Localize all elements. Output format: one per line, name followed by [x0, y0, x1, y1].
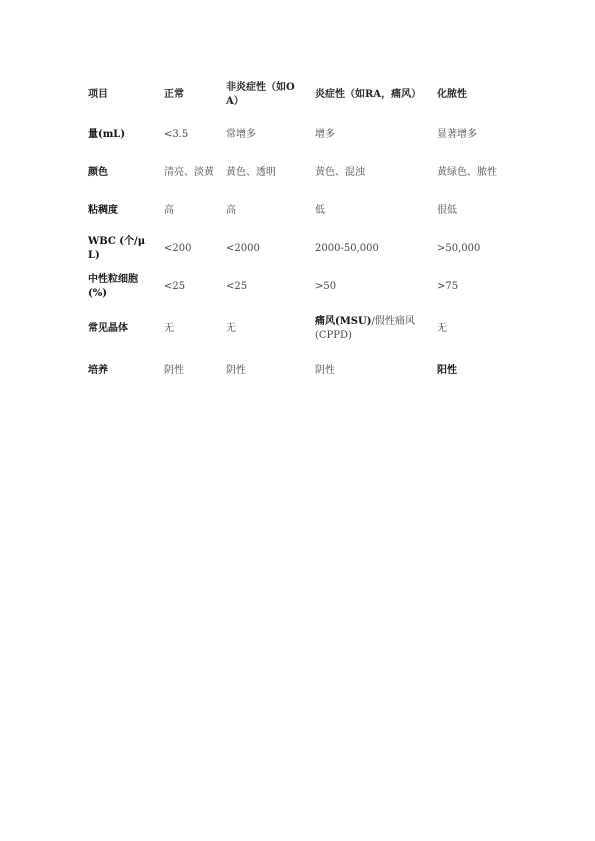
row-label: 颜色	[88, 167, 108, 178]
table-row	[82, 154, 522, 192]
table-row	[82, 306, 522, 352]
table-row	[82, 268, 522, 306]
row-label: WBC (个/μL)	[88, 236, 146, 261]
table-cell: <200	[164, 243, 192, 254]
crystal-gout-text: 痛风(MSU)	[315, 316, 372, 327]
table-cell: 黄色、透明	[226, 167, 276, 178]
table-row	[82, 116, 522, 154]
header-cell-normal: 正常	[164, 89, 184, 100]
table-cell: 2000-50,000	[315, 243, 379, 254]
table-cell: 显著增多	[437, 129, 477, 140]
table-cell: >75	[437, 281, 459, 292]
table-cell: >50	[315, 281, 337, 292]
crystal-pseudogout-text: /假性痛风(CPPD)	[315, 316, 415, 341]
header-cell-item: 项目	[88, 89, 108, 100]
header-cell-septic: 化脓性	[437, 89, 467, 100]
row-label: 中性粒细胞(%)	[88, 274, 138, 299]
table-cell: 高	[164, 205, 174, 216]
table-cell: 黄绿色、脓性	[437, 167, 497, 178]
row-label: 培养	[88, 365, 108, 376]
header-cell-noninflammatory: 非炎症性（如OA）	[226, 82, 295, 107]
table-row	[82, 352, 522, 390]
table-cell: 高	[226, 205, 236, 216]
table-cell: 无	[164, 323, 174, 334]
table-cell: 阴性	[315, 365, 335, 376]
table-cell: 很低	[437, 205, 457, 216]
table-cell: 黄色、混浊	[315, 167, 365, 178]
table-cell: 增多	[315, 129, 335, 140]
table-cell: 阴性	[164, 365, 184, 376]
table-cell: 阴性	[226, 365, 246, 376]
table-cell: <3.5	[164, 129, 189, 140]
table-cell-crystals	[309, 306, 431, 352]
table-cell: <25	[226, 281, 248, 292]
table-row	[82, 230, 522, 268]
table-cell-positive: 阳性	[437, 365, 457, 376]
table-cell: 常增多	[226, 129, 256, 140]
table-cell: 清亮、淡黄	[164, 167, 214, 178]
header-cell-inflammatory: 炎症性（如RA，痛风）	[315, 89, 422, 100]
synovial-fluid-table	[82, 74, 522, 390]
table-cell: <25	[164, 281, 186, 292]
table-cell: 无	[437, 323, 447, 334]
row-label: 粘稠度	[88, 205, 118, 216]
table-cell: 无	[226, 323, 236, 334]
row-label: 量(mL)	[88, 129, 126, 140]
table-header-row	[82, 74, 522, 116]
table-row	[82, 192, 522, 230]
table-cell: >50,000	[437, 243, 481, 254]
table-cell: <2000	[226, 243, 260, 254]
row-label: 常见晶体	[88, 323, 128, 334]
table-cell: 低	[315, 205, 325, 216]
